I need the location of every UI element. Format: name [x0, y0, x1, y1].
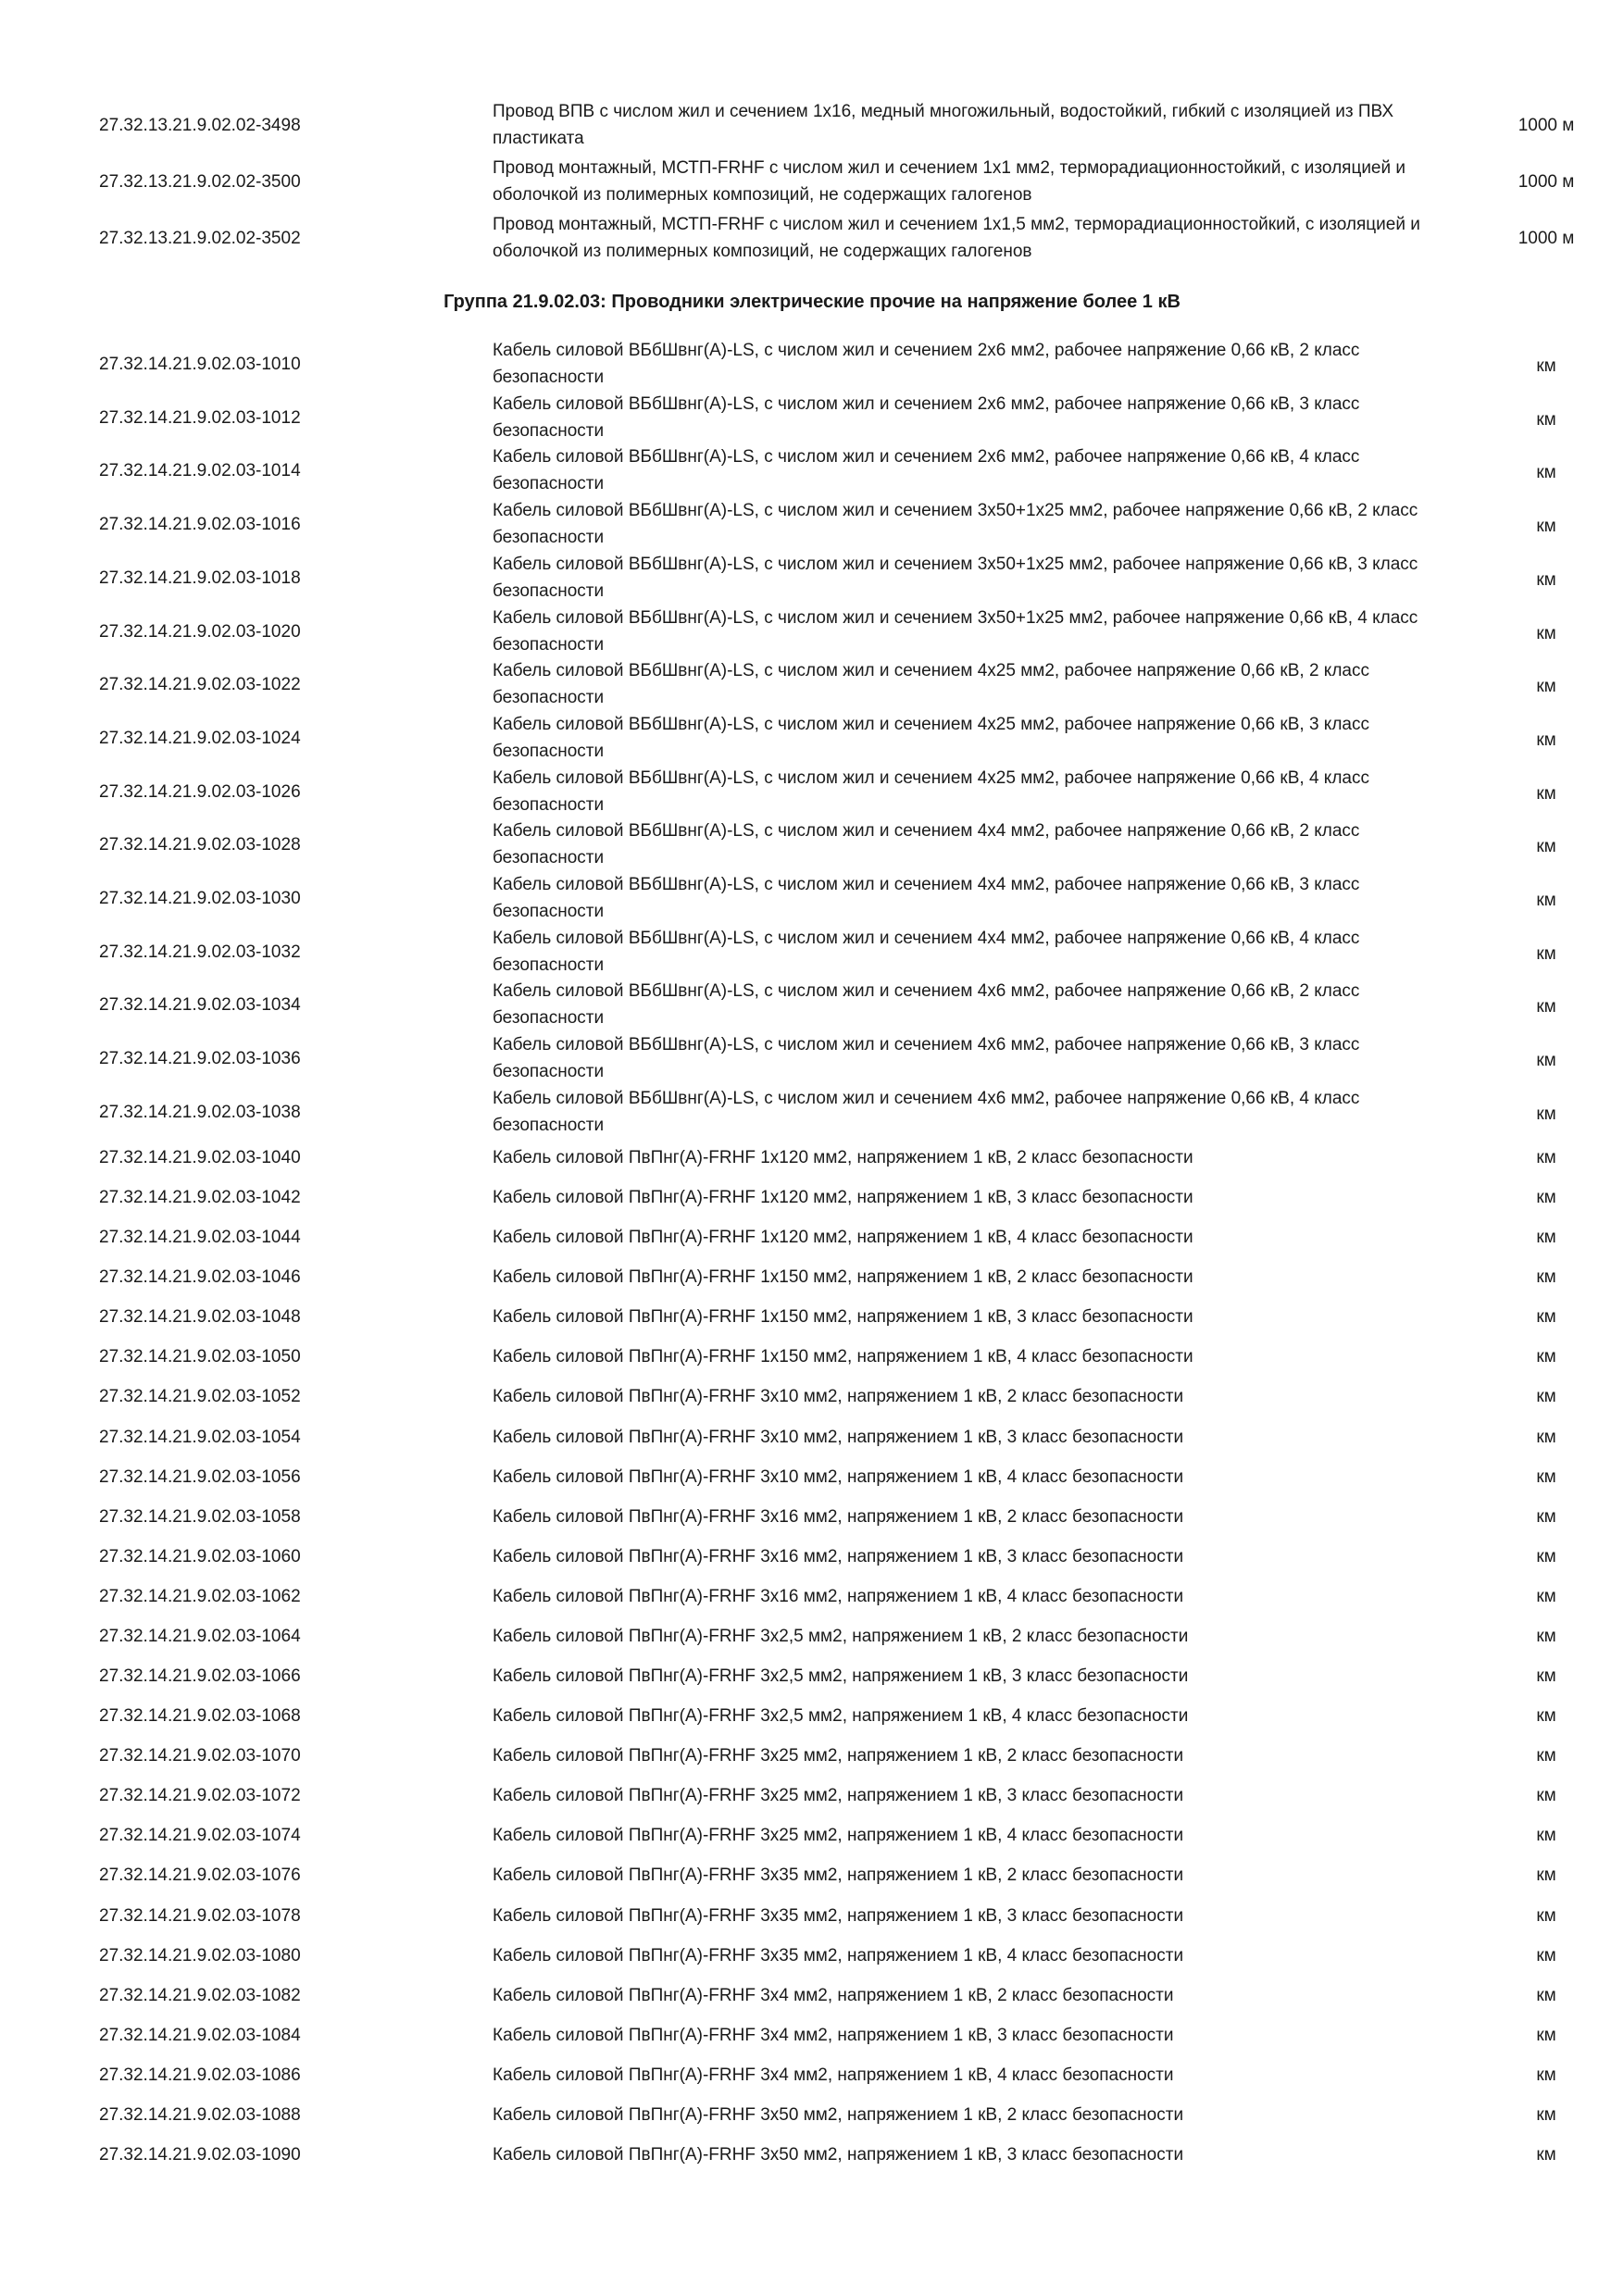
item-description: Кабель силовой ПвПнг(А)-FRHF 3х25 мм2, напряжением 1 кВ, 2 класс безопасности: [493, 1746, 1184, 1766]
item-unit: км: [1536, 2104, 1556, 2125]
item-code: 27.32.14.21.9.02.03-1054: [99, 1427, 301, 1447]
item-unit: км: [1536, 409, 1556, 430]
item-unit: км: [1536, 1148, 1556, 1167]
item-unit: км: [1536, 1866, 1556, 1886]
item-description: Кабель силовой ПвПнг(А)-FRHF 3х2,5 мм2, напряжением 1 кВ, 3 класс безопасности: [493, 1666, 1189, 1687]
item-code: 27.32.13.21.9.02.02-3502: [99, 229, 301, 248]
item-code: 27.32.14.21.9.02.03-1038: [99, 1102, 301, 1122]
item-unit: км: [1536, 783, 1556, 804]
item-unit: км: [1536, 997, 1556, 1017]
item-unit: км: [1536, 1546, 1556, 1566]
item-unit: км: [1536, 891, 1556, 910]
item-description: Кабель силовой ПвПнг(А)-FRHF 3х50 мм2, напряжением 1 кВ, 2 класс безопасности: [493, 2104, 1184, 2125]
item-code: 27.32.14.21.9.02.03-1082: [99, 1985, 301, 2005]
item-unit: км: [1536, 1104, 1556, 1124]
item-unit: км: [1536, 1626, 1556, 1646]
item-code: 27.32.13.21.9.02.02-3500: [99, 172, 301, 192]
item-description: Кабель силовой ПвПнг(А)-FRHF 3х2,5 мм2, напряжением 1 кВ, 2 класс безопасности: [493, 1626, 1189, 1646]
item-description: Кабель силовой ВБбШвнг(А)-LS, с числом жил и сечением 4х6 мм2, рабочее напряжение 0,66 кВ, 4 класс безопасности: [493, 1088, 1360, 1135]
item-code: 27.32.14.21.9.02.03-1024: [99, 728, 301, 748]
item-code: 27.32.14.21.9.02.03-1090: [99, 2145, 301, 2165]
item-description: Кабель силовой ПвПнг(А)-FRHF 3х2,5 мм2, напряжением 1 кВ, 4 класс безопасности: [493, 1706, 1189, 1727]
item-code: 27.32.14.21.9.02.03-1032: [99, 942, 301, 962]
item-unit: км: [1536, 837, 1556, 857]
item-unit: км: [1536, 356, 1556, 376]
item-code: 27.32.14.21.9.02.03-1068: [99, 1706, 301, 1727]
item-unit: км: [1536, 730, 1556, 750]
item-description: Кабель силовой ВБбШвнг(А)-LS, с числом жил и сечением 4х4 мм2, рабочее напряжение 0,66 кВ, 2 класс безопасности: [493, 821, 1360, 868]
item-code: 27.32.14.21.9.02.03-1088: [99, 2104, 301, 2125]
item-description: Кабель силовой ВБбШвнг(А)-LS, с числом жил и сечением 2х6 мм2, рабочее напряжение 0,66 кВ, 3 класс безопасности: [493, 393, 1360, 441]
item-unit: км: [1536, 1826, 1556, 1846]
item-code: 27.32.14.21.9.02.03-1086: [99, 2065, 301, 2085]
item-code: 27.32.14.21.9.02.03-1022: [99, 675, 301, 695]
item-code: 27.32.14.21.9.02.03-1072: [99, 1786, 301, 1806]
item-unit: км: [1536, 2065, 1556, 2085]
item-unit: км: [1536, 1586, 1556, 1606]
item-code: 27.32.14.21.9.02.03-1010: [99, 355, 301, 374]
item-description: Кабель силовой ПвПнг(А)-FRHF 1х120 мм2, напряжением 1 кВ, 3 класс безопасности: [493, 1188, 1193, 1208]
item-description: Кабель силовой ПвПнг(А)-FRHF 3х25 мм2, напряжением 1 кВ, 3 класс безопасности: [493, 1786, 1184, 1806]
item-code: 27.32.14.21.9.02.03-1064: [99, 1626, 301, 1646]
item-code: 27.32.14.21.9.02.03-1060: [99, 1546, 301, 1566]
item-description: Кабель силовой ВБбШвнг(А)-LS, с числом жил и сечением 4х25 мм2, рабочее напряжение 0,66 кВ, 4 класс безопасности: [493, 767, 1369, 815]
item-unit: км: [1536, 943, 1556, 964]
item-code: 27.32.13.21.9.02.02-3498: [99, 116, 301, 135]
item-unit: км: [1536, 623, 1556, 643]
item-description: Кабель силовой ПвПнг(А)-FRHF 1х120 мм2, напряжением 1 кВ, 2 класс безопасности: [493, 1148, 1193, 1167]
item-unit: км: [1536, 1228, 1556, 1248]
item-description: Кабель силовой ПвПнг(А)-FRHF 3х4 мм2, напряжением 1 кВ, 2 класс безопасности: [493, 1985, 1174, 2005]
item-code: 27.32.14.21.9.02.03-1084: [99, 2025, 301, 2045]
item-code: 27.32.14.21.9.02.03-1044: [99, 1228, 301, 1248]
item-code: 27.32.14.21.9.02.03-1034: [99, 995, 301, 1016]
item-unit: км: [1536, 1188, 1556, 1208]
item-code: 27.32.14.21.9.02.03-1062: [99, 1586, 301, 1606]
item-description: Кабель силовой ПвПнг(А)-FRHF 1х150 мм2, напряжением 1 кВ, 3 класс безопасности: [493, 1307, 1193, 1328]
item-unit: км: [1536, 2145, 1556, 2165]
item-unit: км: [1536, 1267, 1556, 1288]
item-code: 27.32.14.21.9.02.03-1050: [99, 1347, 301, 1367]
item-description: Провод монтажный, МСТП-FRHF с числом жил и сечением 1х1,5 мм2, терморадиационностойкий, с изоляцией и оболочкой из полимерных композиций, не содержащих галогенов: [493, 215, 1420, 261]
item-code: 27.32.14.21.9.02.03-1012: [99, 407, 301, 428]
item-unit: 1000 м: [1518, 172, 1575, 192]
item-description: Кабель силовой ПвПнг(А)-FRHF 3х4 мм2, напряжением 1 кВ, 4 класс безопасности: [493, 2065, 1174, 2085]
item-code: 27.32.14.21.9.02.03-1018: [99, 568, 301, 588]
item-code: 27.32.14.21.9.02.03-1026: [99, 781, 301, 802]
item-description: Кабель силовой ВБбШвнг(А)-LS, с числом жил и сечением 3х50+1х25 мм2, рабочее напряжение 0,66 кВ, 2 класс безопасности: [493, 501, 1418, 548]
item-description: Кабель силовой ВБбШвнг(А)-LS, с числом жил и сечением 4х25 мм2, рабочее напряжение 0,66 кВ, 3 класс безопасности: [493, 714, 1369, 761]
item-unit: км: [1536, 463, 1556, 483]
item-unit: км: [1536, 1746, 1556, 1766]
item-code: 27.32.14.21.9.02.03-1058: [99, 1506, 301, 1527]
item-code: 27.32.14.21.9.02.03-1030: [99, 889, 301, 908]
item-description: Кабель силовой ВБбШвнг(А)-LS, с числом жил и сечением 4х4 мм2, рабочее напряжение 0,66 кВ, 3 класс безопасности: [493, 875, 1360, 921]
item-description: Кабель силовой ПвПнг(А)-FRHF 3х35 мм2, напряжением 1 кВ, 3 класс безопасности: [493, 1905, 1184, 1926]
item-unit: км: [1536, 1051, 1556, 1071]
item-code: 27.32.14.21.9.02.03-1016: [99, 515, 301, 535]
item-code: 27.32.14.21.9.02.03-1070: [99, 1746, 301, 1766]
item-description: Кабель силовой ВБбШвнг(А)-LS, с числом жил и сечением 4х25 мм2, рабочее напряжение 0,66 кВ, 2 класс безопасности: [493, 661, 1369, 708]
item-description: Кабель силовой ВБбШвнг(А)-LS, с числом жил и сечением 2х6 мм2, рабочее напряжение 0,66 кВ, 4 класс безопасности: [493, 447, 1360, 494]
item-description: Провод монтажный, МСТП-FRHF с числом жил и сечением 1х1 мм2, терморадиационностойкий, с изоляцией и оболочкой из полимерных композиций, не содержащих галогенов: [493, 158, 1406, 205]
item-code: 27.32.14.21.9.02.03-1066: [99, 1666, 301, 1687]
item-description: Кабель силовой ПвПнг(А)-FRHF 3х4 мм2, напряжением 1 кВ, 3 класс безопасности: [493, 2025, 1174, 2045]
item-description: Кабель силовой ПвПнг(А)-FRHF 3х10 мм2, напряжением 1 кВ, 3 класс безопасности: [493, 1427, 1184, 1447]
item-code: 27.32.14.21.9.02.03-1036: [99, 1049, 301, 1069]
item-unit: км: [1536, 1506, 1556, 1527]
item-unit: км: [1536, 569, 1556, 590]
item-code: 27.32.14.21.9.02.03-1042: [99, 1188, 301, 1208]
item-unit: км: [1536, 1307, 1556, 1328]
item-code: 27.32.14.21.9.02.03-1014: [99, 461, 301, 481]
item-code: 27.32.14.21.9.02.03-1040: [99, 1148, 301, 1167]
item-unit: км: [1536, 1666, 1556, 1687]
group-heading: Группа 21.9.02.03: Проводники электрические прочие на напряжение более 1 кВ: [443, 292, 1181, 312]
item-description: Кабель силовой ПвПнг(А)-FRHF 3х35 мм2, напряжением 1 кВ, 4 класс безопасности: [493, 1945, 1184, 1965]
item-unit: км: [1536, 677, 1556, 697]
item-code: 27.32.14.21.9.02.03-1052: [99, 1387, 301, 1407]
item-description: Кабель силовой ВБбШвнг(А)-LS, с числом жил и сечением 3х50+1х25 мм2, рабочее напряжение 0,66 кВ, 4 класс безопасности: [493, 607, 1418, 655]
item-description: Кабель силовой ВБбШвнг(А)-LS, с числом жил и сечением 4х6 мм2, рабочее напряжение 0,66 кВ, 3 класс безопасности: [493, 1035, 1360, 1082]
item-code: 27.32.14.21.9.02.03-1078: [99, 1905, 301, 1926]
item-unit: км: [1536, 1985, 1556, 2005]
item-code: 27.32.14.21.9.02.03-1056: [99, 1466, 301, 1487]
item-unit: 1000 м: [1518, 116, 1575, 135]
item-description: Кабель силовой ВБбШвнг(А)-LS, с числом жил и сечением 3х50+1х25 мм2, рабочее напряжение 0,66 кВ, 3 класс безопасности: [493, 554, 1418, 601]
item-code: 27.32.14.21.9.02.03-1020: [99, 621, 301, 642]
item-unit: 1000 м: [1518, 229, 1575, 248]
item-description: Кабель силовой ПвПнг(А)-FRHF 1х150 мм2, напряжением 1 кВ, 2 класс безопасности: [493, 1267, 1193, 1288]
item-description: Кабель силовой ВБбШвнг(А)-LS, с числом жил и сечением 4х6 мм2, рабочее напряжение 0,66 кВ, 2 класс безопасности: [493, 981, 1360, 1029]
item-unit: км: [1536, 517, 1556, 537]
item-description: Кабель силовой ПвПнг(А)-FRHF 3х16 мм2, напряжением 1 кВ, 2 класс безопасности: [493, 1506, 1184, 1527]
item-description: Кабель силовой ПвПнг(А)-FRHF 3х16 мм2, напряжением 1 кВ, 3 класс безопасности: [493, 1546, 1184, 1566]
item-code: 27.32.14.21.9.02.03-1080: [99, 1945, 301, 1965]
item-code: 27.32.14.21.9.02.03-1046: [99, 1267, 301, 1288]
item-description: Кабель силовой ПвПнг(А)-FRHF 3х50 мм2, напряжением 1 кВ, 3 класс безопасности: [493, 2145, 1184, 2165]
item-description: Кабель силовой ПвПнг(А)-FRHF 1х120 мм2, напряжением 1 кВ, 4 класс безопасности: [493, 1228, 1193, 1248]
item-unit: км: [1536, 1347, 1556, 1367]
item-code: 27.32.14.21.9.02.03-1028: [99, 835, 301, 855]
item-description: Кабель силовой ВБбШвнг(А)-LS, с числом жил и сечением 2х6 мм2, рабочее напряжение 0,66 кВ, 2 класс безопасности: [493, 341, 1360, 387]
item-description: Кабель силовой ПвПнг(А)-FRHF 3х10 мм2, напряжением 1 кВ, 2 класс безопасности: [493, 1387, 1184, 1407]
item-code: 27.32.14.21.9.02.03-1076: [99, 1866, 301, 1886]
item-code: 27.32.14.21.9.02.03-1074: [99, 1826, 301, 1846]
item-unit: км: [1536, 2025, 1556, 2045]
item-description: Провод ВПВ с числом жил и сечением 1х16, медный многожильный, водостойкий, гибкий с изоляцией из ПВХ пластиката: [493, 102, 1394, 148]
item-unit: км: [1536, 1945, 1556, 1965]
item-unit: км: [1536, 1466, 1556, 1487]
item-unit: км: [1536, 1706, 1556, 1727]
item-unit: км: [1536, 1786, 1556, 1806]
item-unit: км: [1536, 1387, 1556, 1407]
item-unit: км: [1536, 1905, 1556, 1926]
item-description: Кабель силовой ПвПнг(А)-FRHF 3х25 мм2, напряжением 1 кВ, 4 класс безопасности: [493, 1826, 1184, 1846]
item-description: Кабель силовой ПвПнг(А)-FRHF 3х35 мм2, напряжением 1 кВ, 2 класс безопасности: [493, 1866, 1184, 1886]
item-unit: км: [1536, 1427, 1556, 1447]
item-description: Кабель силовой ПвПнг(А)-FRHF 1х150 мм2, напряжением 1 кВ, 4 класс безопасности: [493, 1347, 1193, 1367]
item-description: Кабель силовой ПвПнг(А)-FRHF 3х16 мм2, напряжением 1 кВ, 4 класс безопасности: [493, 1586, 1184, 1606]
item-description: Кабель силовой ВБбШвнг(А)-LS, с числом жил и сечением 4х4 мм2, рабочее напряжение 0,66 кВ, 4 класс безопасности: [493, 928, 1360, 975]
item-description: Кабель силовой ПвПнг(А)-FRHF 3х10 мм2, напряжением 1 кВ, 4 класс безопасности: [493, 1466, 1184, 1487]
item-code: 27.32.14.21.9.02.03-1048: [99, 1307, 301, 1328]
